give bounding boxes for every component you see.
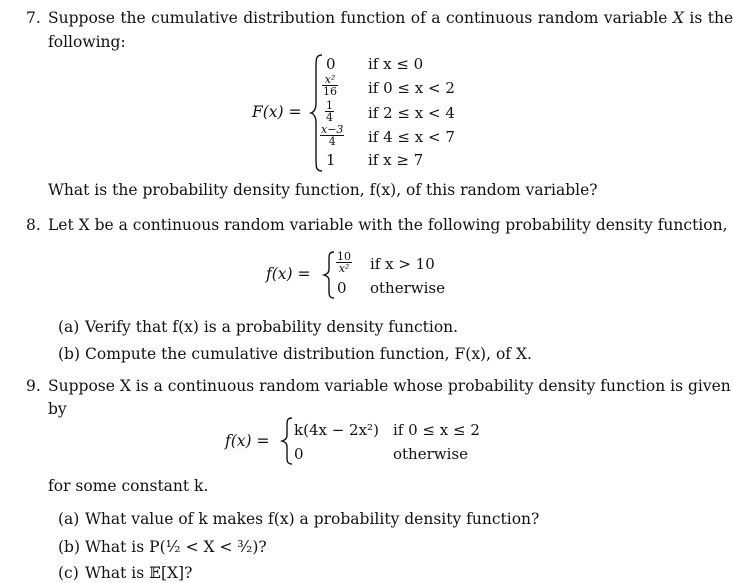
q7-number: 7. bbox=[26, 9, 41, 27]
q7-lhs: F(x) = bbox=[252, 103, 302, 121]
q7-question: What is the probability density function, f(x), of this random variable? bbox=[48, 181, 598, 199]
q9-line1: Suppose X is a continuous random variable whose probability density function is given bbox=[48, 377, 731, 395]
q7-case4-fraction: $\frac{x-3}{4}$ bbox=[321, 123, 344, 148]
q8-line1: Let X be a continuous random variable with the following probability density function, bbox=[48, 216, 728, 234]
q9-case1-value: k(4x − 2x²) bbox=[294, 421, 379, 439]
q7-line2: following: bbox=[48, 33, 126, 51]
q9-number: 9. bbox=[26, 377, 41, 395]
q7-left-brace bbox=[310, 53, 324, 173]
q7-line1: Suppose the cumulative distribution function of a continuous random variable X is the bbox=[48, 9, 733, 27]
q9-case2-condition: otherwise bbox=[393, 445, 468, 463]
q9-constant-note: for some constant k. bbox=[48, 477, 209, 495]
q8-number: 8. bbox=[26, 216, 41, 234]
q7-case5-value: 1 bbox=[326, 151, 336, 169]
q7-case4-condition: if 4 ≤ x < 7 bbox=[368, 128, 455, 146]
q7-case3-condition: if 2 ≤ x < 4 bbox=[368, 104, 455, 122]
q8-case2-value: 0 bbox=[337, 279, 347, 297]
q8-case1-condition: if x > 10 bbox=[370, 255, 435, 273]
q8-left-brace bbox=[322, 250, 336, 300]
q8-part-a-text: Verify that f(x) is a probability density function. bbox=[85, 318, 459, 336]
q7-case1-value: 0 bbox=[326, 55, 336, 73]
q9-line2: by bbox=[48, 400, 67, 418]
q8-case2-condition: otherwise bbox=[370, 279, 445, 297]
q7-case1-condition: if x ≤ 0 bbox=[368, 55, 424, 73]
q9-case2-value: 0 bbox=[294, 445, 304, 463]
q9-part-b-text: What is P(¹⁄₂ < X < ³⁄₂)? bbox=[85, 538, 267, 556]
q7-case2-condition: if 0 ≤ x < 2 bbox=[368, 79, 455, 97]
q7-case3-fraction: $\frac{1}{4}$ bbox=[326, 99, 333, 124]
q9-part-c-label: (c) bbox=[58, 564, 79, 582]
q8-lhs: f(x) = bbox=[266, 265, 311, 283]
q7-case5-condition: if x ≥ 7 bbox=[368, 151, 424, 169]
q9-part-b-label: (b) bbox=[58, 538, 81, 556]
q7-case2-fraction: $\frac{\text{x²}}{16}$ bbox=[323, 73, 337, 98]
q9-left-brace bbox=[280, 416, 294, 466]
q8-case1-fraction: $\frac{10}{\text{x²}}$ bbox=[337, 250, 351, 275]
q9-case1-condition: if 0 ≤ x ≤ 2 bbox=[393, 421, 480, 439]
q8-part-b-label: (b) bbox=[58, 345, 81, 363]
q9-part-c-text: What is 𝔼[X]? bbox=[85, 564, 193, 582]
q8-part-b-text: Compute the cumulative distribution function, F(x), of X. bbox=[85, 345, 532, 363]
q9-lhs: f(x) = bbox=[225, 432, 270, 450]
q9-part-a-text: What value of k makes f(x) a probability density function? bbox=[85, 510, 540, 528]
q8-part-a-label: (a) bbox=[58, 318, 80, 336]
q9-part-a-label: (a) bbox=[58, 510, 80, 528]
